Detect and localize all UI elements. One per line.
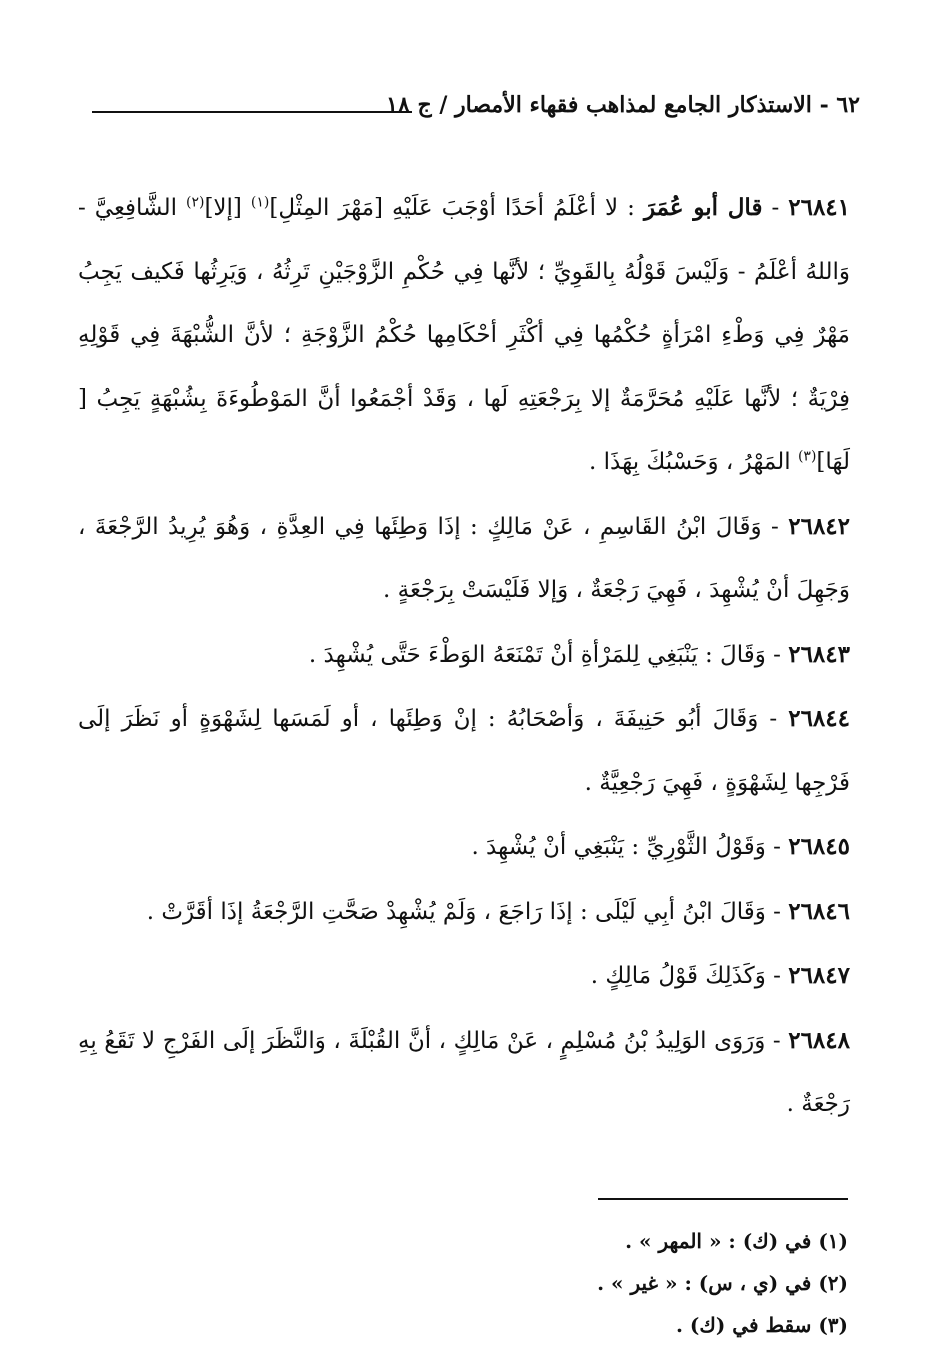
paragraph-26847	[78, 944, 850, 1009]
footnote-separator	[598, 1198, 848, 1200]
footnotes	[148, 1220, 848, 1346]
footnote-2: (٢) في (ي ، س) : « غير » .	[597, 1271, 848, 1295]
paragraph-number: ٢٦٨٤٤	[788, 705, 850, 732]
paragraph-text: الشَّافِعِيَّ - وَاللهُ أعْلَمُ - وَلَيْسَ قَوْلُهُ بِالقَوِيِّ ؛ لأنَّها فِي حُكْمِ الزَّوْجَيْنِ تَرِثُهُ ، وَيَرِثُها فَكيف يَجِبُ مَهْرٌ فِي وَطْءِ امْرَأةٍ حُكْمُها فِي أكْثَرِ أحْكَامِها حُكْمُ الزَّوْجَةِ ؛ لأنَّ الشُّبْهَةَ فِي قَوْلِهِ فِرْيَةٌ ؛ لأنَّها عَلَيْهِ مُحَرَّمَةٌ إلا بِرَجْعَتِهِ لَها ، وَقَدْ أجْمَعُوا أنَّ المَوْطُوءَةَ بِشُبْهَةٍ يَجِبُ [ لَهَا]	[78, 195, 850, 475]
paragraph-text: - وَقَوْلُ الثَّوْرِيِّ : يَنْبَغِي أنْ يُشْهِدَ .	[471, 834, 781, 860]
page-header	[88, 92, 860, 132]
paragraph-number: ٢٦٨٤٧	[788, 962, 850, 989]
paragraph-number: ٢٦٨٤٢	[788, 512, 851, 540]
paragraph-text: - وَقَالَ أبُو حَنِيفَةَ ، وَأصْحَابُهُ : إنْ وَطِئَها ، أو لَمَسَها لِشَهْوَةٍ أو نَظَرَ إلَى فَرْجِها لِشَهْوَةٍ ، فَهِيَ رَجْعِيَّةٌ .	[78, 706, 850, 796]
speaker: قال أبو عُمَرَ	[643, 194, 763, 221]
main-text	[78, 176, 850, 1137]
header-rule	[92, 111, 412, 113]
footnote-ref: (٢)	[185, 194, 205, 211]
paragraph-text: [إلا]	[204, 195, 251, 221]
paragraph-26846	[78, 880, 850, 945]
paragraph-text: - وَرَوَى الوَلِيدُ بْنُ مُسْلِمٍ ، عَنْ مَالِكٍ ، أنَّ القُبْلَةَ ، وَالنَّظَرَ إلَى الفَرْجِ لا تَقَعُ بِهِ رَجْعَةٌ .	[78, 1027, 850, 1117]
paragraph-number: ٢٦٨٤١	[788, 194, 851, 221]
footnote-3: (٣) سقط في (ك) .	[676, 1313, 848, 1337]
footnote-1: (١) في (ك) : « المهر » .	[625, 1229, 848, 1253]
paragraph-number: ٢٦٨٤٣	[788, 640, 850, 668]
paragraph-26848	[78, 1009, 850, 1137]
paragraph-text: : لا أعْلَمُ أحَدًا أوْجَبَ عَلَيْهِ [مَهْرَ المِثْلِ]	[269, 195, 635, 221]
paragraph-number: ٢٦٨٤٦	[788, 897, 850, 925]
paragraph-text: - وَقَالَ ابْنُ أبِي لَيْلَى : إذَا رَاجَعَ ، وَلَمْ يُشْهِدْ صَحَّتِ الرَّجْعَةُ إذَا أقَرَّتْ .	[146, 898, 781, 925]
paragraph-26844	[78, 687, 850, 815]
running-title: ٦٢ - الاستذكار الجامع لمذاهب فقهاء الأمصار / ج ١٨	[386, 92, 860, 118]
paragraph-26843	[78, 623, 850, 688]
paragraph-text: - وَقَالَ ابْنُ القَاسِمِ ، عَنْ مَالِكٍ : إذَا وَطِئَها فِي العِدَّةِ ، وَهُوَ يُرِيدُ الرَّجْعَةَ ، وَجَهِلَ أنْ يُشْهِدَ ، فَهِيَ رَجْعَةٌ ، وَإلا فَلَيْسَتْ بِرَجْعَةٍ .	[78, 513, 850, 603]
footnote-ref: (١)	[250, 194, 270, 211]
paragraph-text: المَهْرُ ، وَحَسْبُكَ بِهَذَا .	[589, 449, 798, 475]
paragraph-26845	[78, 815, 850, 880]
paragraph-26842	[78, 495, 850, 623]
paragraph-number: ٢٦٨٤٨	[788, 1026, 850, 1054]
paragraph-26841: ٢٦٨٤١ - قال أبو عُمَرَ : لا أعْلَمُ أحَدًا أوْجَبَ عَلَيْهِ [مَهْرَ المِثْلِ]$^{(١)}$ [إلا]$^{(٢)}$ الشَّافِعِيَّ - وَاللهُ أعْلَمُ - وَلَيْسَ قَوْلُهُ بِالقَوِيِّ ؛ لأنَّها فِي حُكْمِ الزَّوْجَيْنِ تَرِثُهُ ، وَيَرِثُها فَكيف يَجِبُ مَهْرٌ فِي وَطْءِ امْرَأةٍ حُكْمُها فِي أكْثَرِ أحْكَامِها حُكْمُ الزَّوْجَةِ ؛ لأنَّ الشُّبْهَةَ فِي قَوْلِهِ فِرْيَةٌ ؛ لأنَّها عَلَيْهِ مُحَرَّمَةٌ إلا بِرَجْعَتِهِ لَها ، وَقَدْ أجْمَعُوا أنَّ المَوْطُوءَةَ بِشُبْهَةٍ يَجِبُ [ لَهَا]$^{(٣)}$ المَهْرُ ، وَحَسْبُكَ بِهَذَا .	[78, 194, 851, 475]
paragraph-number: ٢٦٨٤٥	[788, 833, 850, 860]
paragraph-text: - وَكَذَلِكَ قَوْلُ مَالِكٍ .	[590, 963, 781, 989]
paragraph-text: - وَقَالَ : يَنْبَغِي لِلمَرْأةِ أنْ تَمْنَعَهُ الوَطْءَ حَتَّى يُشْهِدَ .	[308, 641, 781, 668]
footnote-ref: (٣)	[797, 448, 817, 465]
